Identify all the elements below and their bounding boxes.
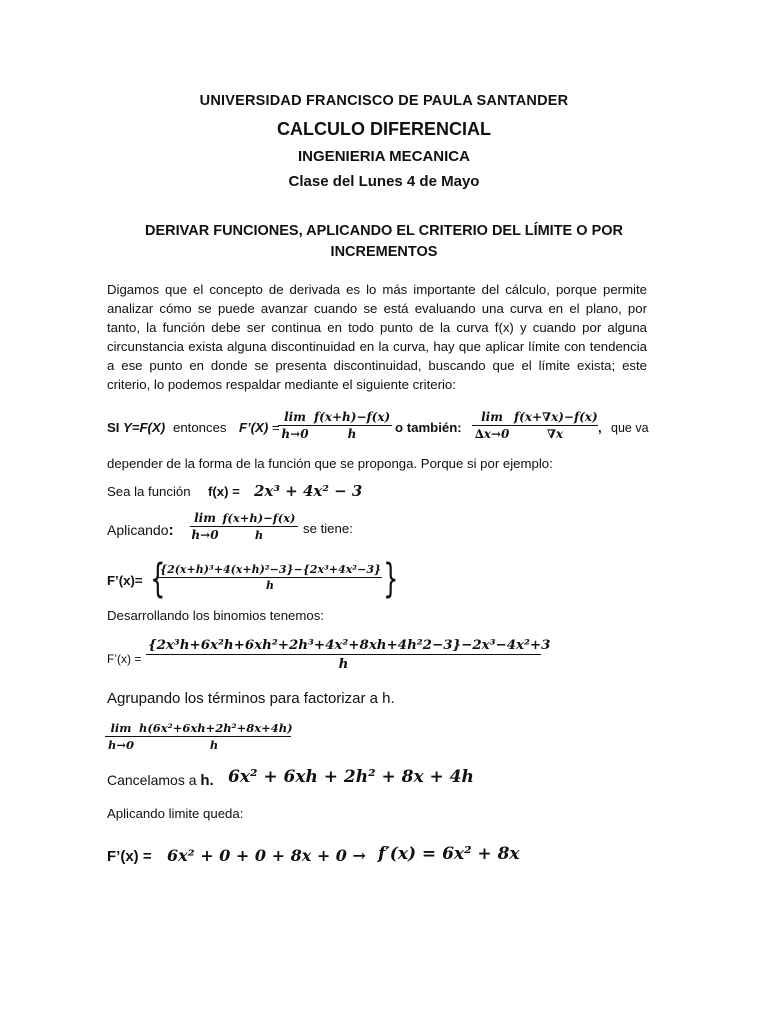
fx-label: f(x) = (208, 484, 240, 499)
definition-y-eq: Y=F(X) (123, 420, 166, 435)
expanded-quotient: $\frac{\text{\{2x³h+6x²h+6xh²+2h³+4x²+8xh+4h²2−3\}−2x³−4x²+3}}{h}$ (148, 637, 551, 672)
open-brace: { (150, 556, 166, 602)
fprime-label: F’(x)= (107, 573, 143, 588)
definition-entonces: entonces (173, 420, 227, 435)
definition-si: SI (107, 420, 120, 435)
que-va: que va (611, 421, 649, 435)
class-date: Clase del Lunes 4 de Mayo (288, 173, 480, 190)
cancel-text: Cancelamos a h. (107, 772, 214, 789)
section-title: DERIVAR FUNCIONES, APLICANDO EL CRITERIO DEL LÍMITE O POR INCREMENTOS (145, 223, 623, 260)
difference-quotient: $\frac{f(x+h)-f(x)}{h}$ (314, 410, 391, 441)
final-derivative: f′(x) = 6x² + 8x (378, 844, 520, 864)
program-name: INGENIERIA MECANICA (298, 148, 470, 165)
course-title: CALCULO DIFERENCIAL (277, 119, 491, 139)
result-label: F’(x) = (107, 848, 152, 865)
limit-h-to-0: $\frac{\lim}{h\to 0}$ (278, 410, 312, 441)
group-text: Agrupando los términos para factorizar a h. (107, 690, 395, 707)
develop-text: Desarrollando los binomios tenemos: (107, 608, 324, 623)
fprime-quotient: $\frac{\text{\{2(x+h)³+4(x+h)²−3\}−\{2x³+4x²−3\}}}{h}$ (160, 563, 382, 592)
applying-limit: $\frac{\lim}{h\to 0}$ (191, 511, 219, 542)
definition-fprime: F’(X) = (239, 420, 280, 435)
applying-quotient: $\frac{f(x+h)-f(x)}{h}$ (220, 511, 298, 542)
limit-text: Aplicando limite queda: (107, 806, 244, 821)
aplicando-label: Aplicando: (107, 522, 174, 539)
grouped-limit: $\frac{\lim}{h\to 0}$ (105, 721, 137, 752)
continuation-text: depender de la forma de la función que se proponga. Porque si por ejemplo: (107, 456, 553, 471)
fx-expression: 2x³ + 4x² − 3 (254, 482, 363, 500)
se-tiene: se tiene: (303, 521, 353, 536)
difference-quotient-dx: $\frac{f(x+\nabla x)-f(x)}{\nabla x}$ (514, 410, 598, 441)
intro-paragraph: Digamos que el concepto de derivada es lo más importante del cálculo, porque permite analizar cómo se puede avanzar cuando se está evaluando una curva en el plano, por tanto, la función debe ser continua en todo punto de la curva f(x) y cuando por alguna circunstancia exista alguna discontinuidad en la curva, hay que aplicar límite con tendencia a ese punto en donde se presenta discontinuidad, buscando que el límite exista; este criterio, lo podemos respaldar mediante el siguiente criterio: (107, 282, 647, 393)
grouped-quotient: $\frac{\text{h(6x²+6xh+2h²+8x+4h)}}{h}$ (139, 721, 293, 752)
cancel-expression: 6x² + 6xh + 2h² + 8x + 4h (228, 767, 474, 787)
definition-comma: , (598, 420, 602, 435)
close-brace: } (383, 556, 399, 602)
expanded-label: F’(x) = (107, 652, 142, 666)
limit-dx-to-0: $\frac{\lim}{\Delta x\to 0}$ (472, 410, 512, 441)
university-name: UNIVERSIDAD FRANCISCO DE PAULA SANTANDER (199, 93, 569, 109)
result-expression: 6x² + 0 + 0 + 8x + 0 → (167, 846, 366, 865)
o-tambien: o también: (395, 420, 462, 435)
sea-la-funcion: Sea la función (107, 484, 191, 499)
